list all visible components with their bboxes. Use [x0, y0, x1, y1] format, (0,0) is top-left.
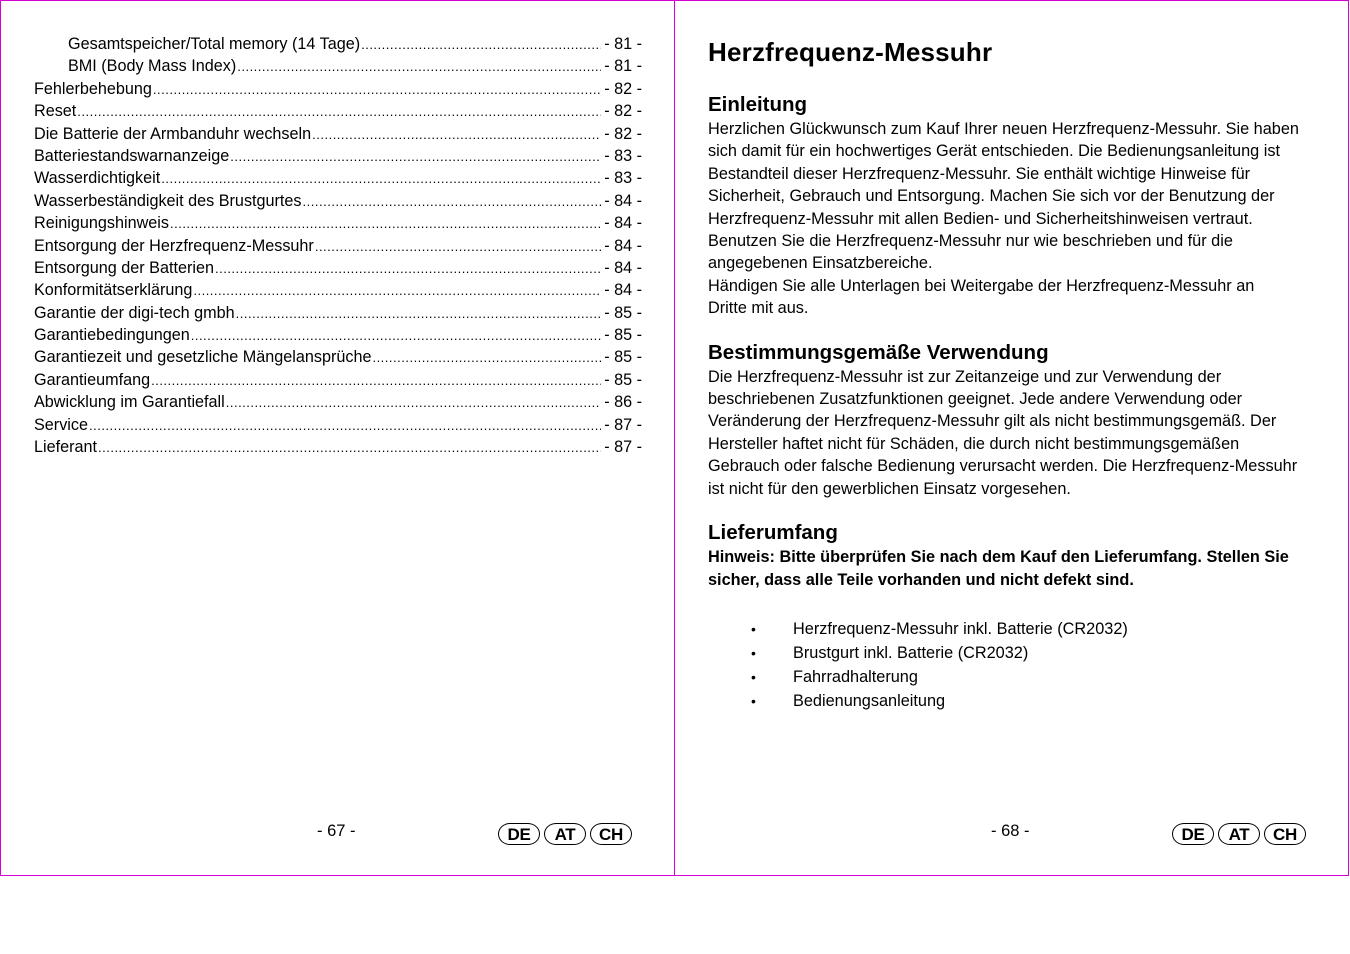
text-line: Sicherheit, Gebrauch und Entsorgung. Machen Sie sich vor der Benutzung der: [708, 187, 1275, 206]
toc-leader-dots: [153, 79, 601, 101]
toc-entry-page: - 85 -: [604, 326, 642, 345]
left-page: [0, 0, 675, 876]
text-line: Dritte mit aus.: [708, 299, 809, 318]
page-number: - 67 -: [317, 822, 356, 840]
text-line: Herzfrequenz-Messuhr mit allen Bedien- und Sicherheitshinweisen vertraut.: [708, 209, 1253, 228]
country-badge-ch: CH: [590, 823, 632, 845]
text-line: Die Herzfrequenz-Messuhr ist zur Zeitanzeige und zur Verwendung der: [708, 367, 1222, 386]
list-item-label: Fahrradhalterung: [793, 667, 918, 686]
toc-entry: [34, 190, 642, 212]
toc-leader-dots: [170, 213, 601, 235]
toc-entry: [34, 235, 642, 257]
section-heading-intro: Einleitung: [708, 93, 808, 116]
text-line: sicher, dass alle Teile vorhanden und nicht defekt sind.: [708, 570, 1134, 589]
toc-leader-dots: [77, 101, 601, 123]
toc-entry-page: - 81 -: [604, 35, 642, 53]
toc-leader-dots: [89, 415, 601, 437]
page-number: - 68 -: [991, 822, 1030, 840]
list-item: [708, 641, 1318, 665]
toc-entry-page: - 85 -: [604, 370, 642, 389]
text-line: Hinweis: Bitte überprüfen Sie nach dem Kauf den Lieferumfang. Stellen Sie: [708, 548, 1289, 567]
text-line: angegebenen Einsatzbereiche.: [708, 254, 933, 273]
toc-entry-page: - 82 -: [604, 124, 642, 143]
toc-leader-dots: [161, 168, 601, 190]
country-badges: [1172, 823, 1306, 845]
toc-entry-title: Fehlerbehebung: [34, 79, 152, 98]
toc-leader-dots: [226, 392, 601, 414]
bullet-icon: •: [751, 668, 756, 685]
text-line: ist nicht für den gewerblichen Einsatz vorgesehen.: [708, 479, 1071, 498]
toc-entry: [34, 414, 642, 436]
toc-entry-page: - 83 -: [604, 146, 642, 165]
usage-paragraph: [708, 366, 1318, 500]
toc-entry: [34, 324, 642, 346]
country-badge-de: DE: [1172, 823, 1214, 845]
toc-entry-page: - 84 -: [604, 258, 642, 277]
toc-entry: [34, 257, 642, 279]
toc-leader-dots: [151, 370, 601, 392]
toc-entry-page: - 84 -: [604, 191, 642, 210]
delivery-note: [708, 546, 1318, 592]
text-line: Gebrauch oder falsche Bedienung verursacht werden. Die Herzfrequenz-Messuhr: [708, 457, 1298, 476]
table-of-contents: [34, 33, 642, 458]
toc-leader-dots: [315, 236, 601, 258]
toc-entry-title: Die Batterie der Armbanduhr wechseln: [34, 124, 312, 143]
section-heading-delivery: Lieferumfang: [708, 521, 838, 545]
list-item-label: Herzfrequenz-Messuhr inkl. Batterie (CR2032): [793, 619, 1128, 638]
toc-entry: [34, 145, 642, 167]
text-line: sich damit für ein hochwertiges Gerät entschieden. Die Bedienungsanleitung ist: [708, 142, 1280, 161]
toc-entry-title: Garantie der digi-tech gmbh: [34, 303, 235, 322]
toc-entry-title: Batteriestandswarnanzeige: [34, 146, 230, 165]
toc-entry-page: - 87 -: [604, 415, 642, 434]
toc-entry-page: - 84 -: [604, 281, 642, 300]
country-badge-at: AT: [1218, 823, 1260, 845]
country-badge-at: AT: [544, 823, 586, 845]
toc-entry: [34, 436, 642, 458]
toc-leader-dots: [237, 56, 601, 78]
toc-entry-title: BMI (Body Mass Index): [68, 57, 237, 76]
toc-leader-dots: [303, 191, 602, 213]
toc-entry-page: - 85 -: [604, 303, 642, 322]
toc-entry: [34, 55, 642, 77]
toc-entry-page: - 84 -: [604, 236, 642, 255]
list-item: [708, 617, 1318, 641]
toc-entry-page: - 86 -: [604, 393, 642, 412]
toc-entry-page: - 82 -: [604, 102, 642, 121]
toc-entry-title: Garantiezeit und gesetzliche Mängelansprüche: [34, 348, 372, 367]
toc-entry-page: - 81 -: [604, 57, 642, 76]
toc-entry-page: - 82 -: [604, 79, 642, 98]
toc-entry-title: Garantieumfang: [34, 370, 151, 389]
toc-entry-page: - 83 -: [604, 169, 642, 188]
text-line: Veränderung der Herzfrequenz-Messuhr gilt als nicht bestimmungsgemäß. Der: [708, 412, 1277, 431]
intro-paragraph: [708, 118, 1318, 320]
list-item-label: Brustgurt inkl. Batterie (CR2032): [793, 643, 1029, 662]
toc-entry: [34, 391, 642, 413]
toc-entry-page: - 85 -: [604, 348, 642, 367]
country-badge-de: DE: [498, 823, 540, 845]
toc-entry-title: Entsorgung der Batterien: [34, 258, 214, 277]
list-item: [708, 665, 1318, 689]
toc-entry-title: Abwicklung im Garantiefall: [34, 393, 225, 412]
text-line: Herzlichen Glückwunsch zum Kauf Ihrer neuen Herzfrequenz-Messuhr. Sie haben: [708, 120, 1299, 138]
toc-leader-dots: [98, 437, 601, 459]
text-line: Händigen Sie alle Unterlagen bei Weitergabe der Herzfrequenz-Messuhr an: [708, 276, 1255, 295]
text-line: Bestandteil dieser Herzfrequenz-Messuhr. Sie enthält wichtige Hinweise für: [708, 164, 1251, 183]
toc-leader-dots: [236, 303, 602, 325]
toc-entry-title: Gesamtspeicher/Total memory (14 Tage): [68, 35, 361, 53]
toc-entry: [34, 346, 642, 368]
toc-entry-title: Lieferant: [34, 438, 97, 457]
toc-entry-title: Service: [34, 415, 88, 434]
section-heading-usage: Bestimmungsgemäße Verwendung: [708, 340, 1049, 364]
text-line: Benutzen Sie die Herzfrequenz-Messuhr nur wie beschrieben und für die: [708, 232, 1233, 251]
bullet-icon: •: [751, 620, 756, 637]
text-line: beschriebenen Zusatzfunktionen geeignet. Jede andere Verwendung oder: [708, 390, 1243, 409]
list-item: [708, 689, 1318, 713]
toc-entry: [34, 78, 642, 100]
toc-leader-dots: [230, 146, 601, 168]
bullet-icon: •: [751, 692, 756, 709]
toc-entry: [34, 302, 642, 324]
toc-entry: [34, 369, 642, 391]
toc-entry: [34, 167, 642, 189]
country-badges: [498, 823, 632, 845]
toc-entry-title: Reinigungshinweis: [34, 214, 169, 233]
toc-entry-title: Garantiebedingungen: [34, 326, 190, 345]
toc-entry: [34, 279, 642, 301]
page-content: [708, 34, 1318, 713]
right-page: [674, 0, 1349, 876]
toc-leader-dots: [193, 280, 601, 302]
toc-entry-title: Entsorgung der Herzfrequenz-Messuhr: [34, 236, 314, 255]
toc-leader-dots: [191, 325, 601, 347]
list-item-label: Bedienungsanleitung: [793, 691, 946, 710]
toc-entry: [34, 100, 642, 122]
country-badge-ch: CH: [1264, 823, 1306, 845]
toc-entry-page: - 84 -: [604, 214, 642, 233]
toc-leader-dots: [312, 124, 601, 146]
page-title: Herzfrequenz-Messuhr: [708, 37, 993, 67]
toc-entry-title: Wasserbeständigkeit des Brustgurtes: [34, 191, 302, 210]
toc-entry: [34, 212, 642, 234]
toc-entry: [34, 33, 642, 55]
text-line: Hersteller haftet nicht für Schäden, die durch nicht bestimmungsgemäßen: [708, 434, 1240, 453]
toc-leader-dots: [361, 34, 601, 56]
toc-entry-title: Reset: [34, 102, 77, 121]
toc-leader-dots: [215, 258, 601, 280]
toc-entry-title: Konformitätserklärung: [34, 281, 193, 300]
toc-entry-page: - 87 -: [604, 438, 642, 457]
delivery-list: [708, 617, 1318, 713]
toc-entry: [34, 123, 642, 145]
toc-leader-dots: [372, 347, 601, 369]
toc-entry-title: Wasserdichtigkeit: [34, 169, 161, 188]
bullet-icon: •: [751, 644, 756, 661]
